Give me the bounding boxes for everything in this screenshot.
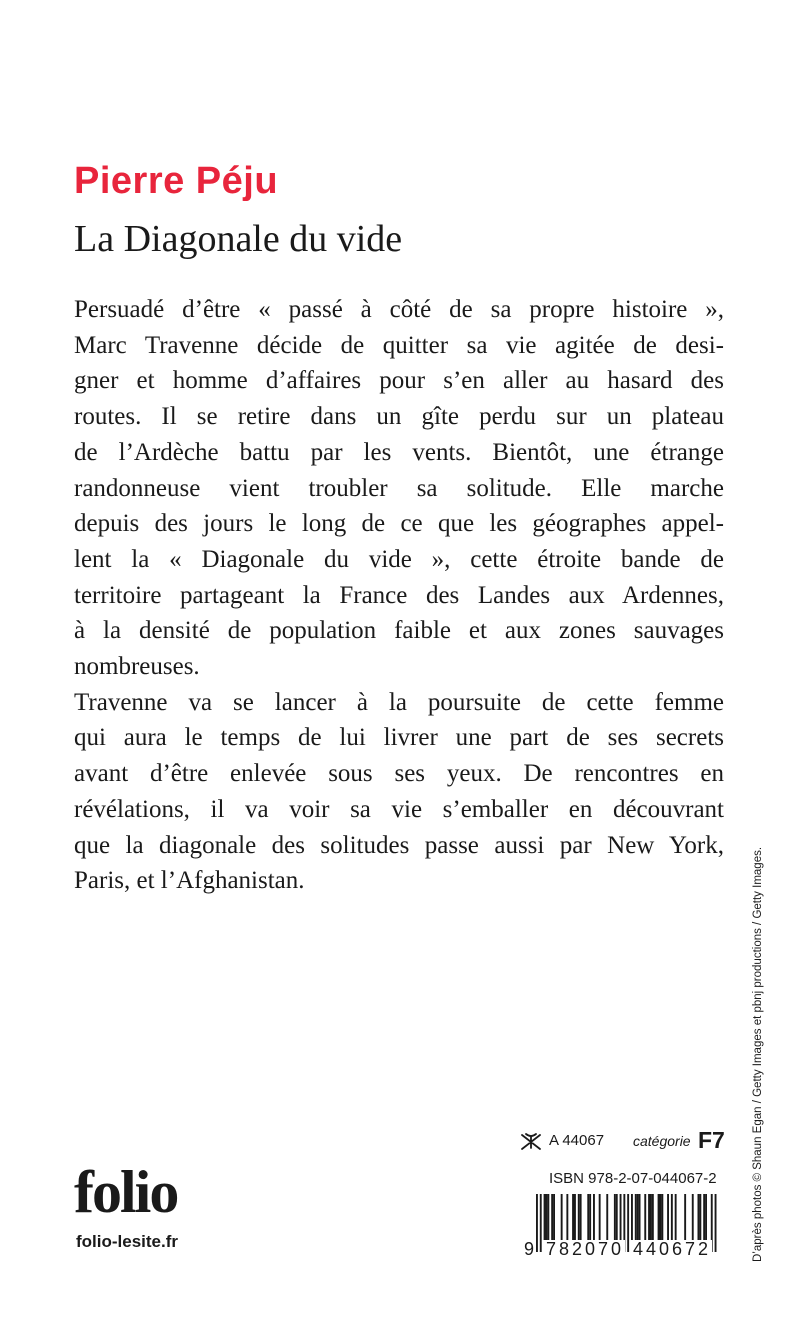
- ean-first-digit: 9: [524, 1239, 535, 1259]
- blurb-line: à la densité de population faible et aux zones sauvages: [74, 617, 724, 645]
- blurb-line: Paris, et l’Afghanistan.: [74, 867, 305, 895]
- barcode-bar: [606, 1194, 608, 1240]
- barcode-bar: [578, 1194, 580, 1240]
- barcode-bar: [627, 1194, 629, 1252]
- barcode-bar: [631, 1194, 633, 1240]
- blurb-line: depuis des jours le long de ce que les géographes appel-: [74, 510, 724, 538]
- barcode-bar: [648, 1194, 650, 1240]
- barcode-bar: [589, 1194, 591, 1240]
- product-codes: [520, 1127, 725, 1160]
- barcode-bar: [580, 1194, 582, 1240]
- barcode-bar: [593, 1194, 595, 1240]
- barcode-bar: [544, 1194, 546, 1240]
- book-title: La Diagonale du vide: [74, 218, 403, 260]
- gallimard-logo-icon: [520, 1133, 542, 1151]
- barcode-bar: [599, 1194, 601, 1240]
- barcode-bar: [553, 1194, 555, 1240]
- barcode-bar: [536, 1194, 538, 1252]
- blurb-line: routes. Il se retire dans un gîte perdu sur un plateau: [74, 403, 724, 431]
- barcode-bar: [698, 1194, 700, 1240]
- barcode-bar: [652, 1194, 654, 1240]
- barcode-bar: [614, 1194, 616, 1240]
- barcode-bar: [620, 1194, 622, 1240]
- blurb-line: révélations, il va voir sa vie s’emballer en découvrant: [74, 795, 724, 823]
- barcode-bar: [587, 1194, 589, 1240]
- blurb-line: Travenne va se lancer à la poursuite de cette femme: [74, 688, 724, 716]
- photo-credit: D’après photos © Shaun Egan / Getty Images et pbnj productions / Getty Images.: [752, 846, 764, 1262]
- barcode-bar: [705, 1194, 707, 1240]
- barcode-bar: [635, 1194, 637, 1240]
- blurb-line: qui aura le temps de lui livrer une part de ses secrets: [74, 724, 724, 752]
- barcode-bar: [684, 1194, 686, 1240]
- barcode-bar: [639, 1194, 641, 1240]
- blurb-line: lent la « Diagonale du vide », cette étroite bande de: [74, 545, 724, 573]
- folio-logo: folio: [74, 1159, 178, 1225]
- blurb-line: Marc Travenne décide de quitter sa vie agitée de desi-: [74, 331, 724, 359]
- category-value: F7: [698, 1127, 725, 1153]
- author-name: Pierre Péju: [74, 160, 279, 202]
- barcode-bar: [547, 1194, 549, 1240]
- back-cover-blurb: [74, 292, 724, 899]
- blurb-line: nombreuses.: [74, 653, 200, 681]
- barcode-bar: [661, 1194, 663, 1240]
- barcode-bar: [561, 1194, 563, 1240]
- ean-left-digits: 782070: [546, 1239, 625, 1259]
- barcode-bar: [551, 1194, 553, 1240]
- blurb-line: Persuadé d’être « passé à côté de sa propre histoire »,: [74, 296, 724, 323]
- barcode-bar: [660, 1194, 662, 1240]
- blurb-line: avant d’être enlevée sous ses yeux. De rencontres en: [74, 760, 724, 788]
- barcode-bar: [715, 1194, 717, 1252]
- barcode-bar: [692, 1194, 694, 1240]
- barcode-bar: [644, 1194, 646, 1240]
- blurb-line: de l’Ardèche battu par les vents. Bientôt, une étrange: [74, 438, 724, 466]
- barcode-bar: [699, 1194, 701, 1240]
- product-code: A 44067: [549, 1132, 605, 1149]
- website-url: folio-lesite.fr: [76, 1232, 179, 1251]
- barcode-bar: [546, 1194, 548, 1240]
- barcode-bar: [572, 1194, 574, 1240]
- blurb-line: territoire partageant la France des Landes aux Ardennes,: [74, 581, 724, 609]
- ean-right-digits: 440672: [633, 1239, 712, 1259]
- barcode-bar: [650, 1194, 652, 1240]
- barcode-bar: [637, 1194, 639, 1240]
- blurb-line: gner et homme d’affaires pour s’en aller au hasard des: [74, 367, 724, 395]
- barcode-bar: [675, 1194, 677, 1240]
- blurb-line: randonneuse vient troubler sa solitude. Elle marche: [74, 474, 724, 502]
- barcode-bar: [671, 1194, 673, 1240]
- barcode-bar: [616, 1194, 618, 1240]
- barcode-bar: [574, 1194, 576, 1240]
- barcode-bar: [540, 1194, 542, 1252]
- isbn-number: ISBN 978-2-07-044067-2: [549, 1170, 717, 1187]
- barcode-bar: [667, 1194, 669, 1240]
- barcode-bar: [703, 1194, 705, 1240]
- category-label: catégorie: [633, 1133, 691, 1149]
- barcode-bar: [566, 1194, 568, 1240]
- blurb-line: que la diagonale des solitudes passe aussi par New York,: [74, 831, 724, 859]
- barcode-bar: [658, 1194, 660, 1240]
